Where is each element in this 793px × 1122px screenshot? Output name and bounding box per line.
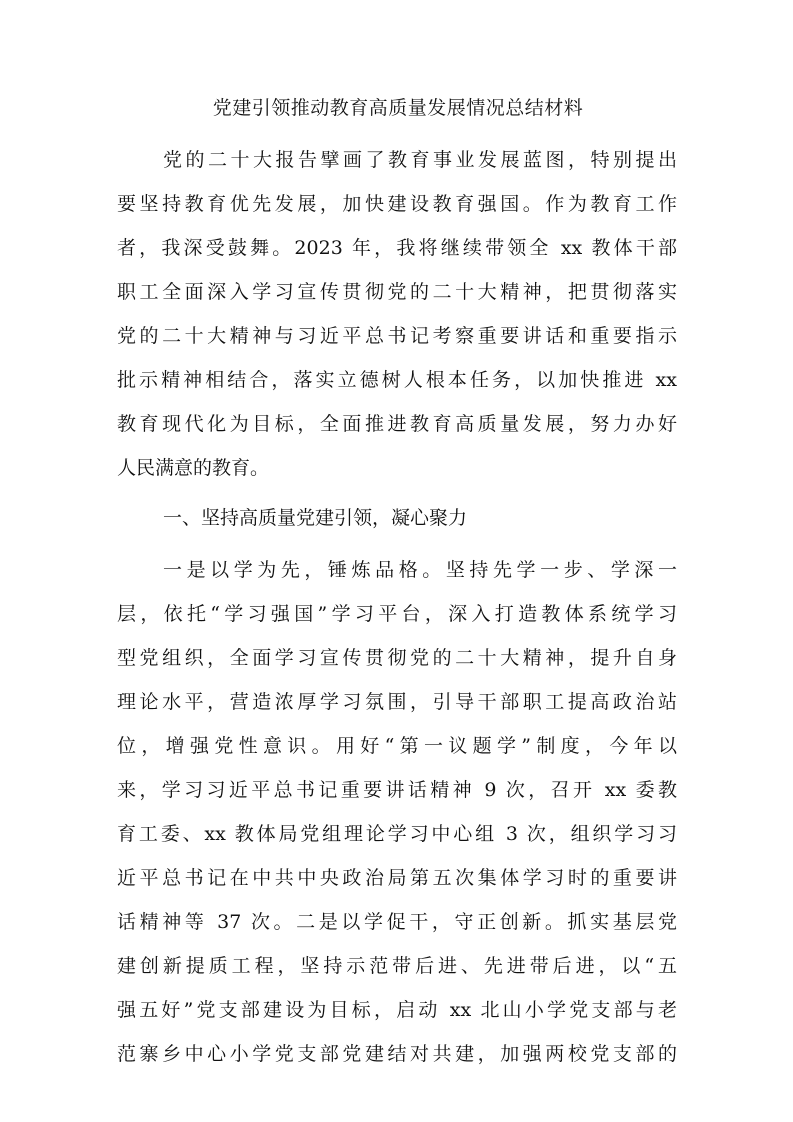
paragraph-2-line-2: 层，依托“学习强国”学习平台，深入打造教体系统学习 [117,603,677,625]
paragraph-1-line-2: 要坚持教育优先发展，加快建设教育强国。作为教育工作 [117,193,677,215]
paragraph-2-line-12: 范寨乡中心小学党支部党建结对共建，加强两校党支部的 [117,1043,677,1065]
paragraph-1-line-6: 批示精神相结合，落实立德树人根本任务，以加快推进 xx [117,369,677,391]
paragraph-1-line-5: 党的二十大精神与习近平总书记考察重要讲话和重要指示 [117,325,677,347]
paragraph-2-line-11: 强五好”党支部建设为目标，启动 xx 北山小学党支部与老 [117,999,677,1021]
paragraph-2-line-8: 近平总书记在中共中央政治局第五次集体学习时的重要讲 [117,867,677,889]
paragraph-1-line-7: 教育现代化为目标，全面推进教育高质量发展，努力办好 [117,413,677,435]
paragraph-2-line-3: 型党组织，全面学习宣传贯彻党的二十大精神，提升自身 [117,647,677,669]
paragraph-2-line-5: 位，增强党性意识。用好“第一议题学”制度，今年以 [117,735,677,757]
section-heading-1: 一、坚持高质量党建引领，凝心聚力 [163,507,468,529]
paragraph-2-line-4: 理论水平，营造浓厚学习氛围，引导干部职工提高政治站 [117,691,677,713]
paragraph-1-line-3: 者，我深受鼓舞。2023 年，我将继续带领全 xx 教体干部 [117,237,677,259]
paragraph-1-line-1: 党的二十大报告擘画了教育事业发展蓝图，特别提出 [163,149,677,171]
paragraph-2-line-7: 育工委、xx 教体局党组理论学习中心组 3 次，组织学习习 [117,823,677,845]
paragraph-2-line-6: 来，学习习近平总书记重要讲话精神 9 次，召开 xx 委教 [117,779,677,801]
document-title: 党建引领推动教育高质量发展情况总结材料 [212,97,584,119]
paragraph-2-line-1: 一是以学为先，锤炼品格。坚持先学一步、学深一 [163,559,677,581]
paragraph-1-line-4: 职工全面深入学习宣传贯彻党的二十大精神，把贯彻落实 [117,281,677,303]
paragraph-2-line-9: 话精神等 37 次。二是以学促干，守正创新。抓实基层党 [117,911,677,933]
paragraph-1-line-8: 人民满意的教育。 [117,457,270,479]
paragraph-2-line-10: 建创新提质工程，坚持示范带后进、先进带后进，以“五 [117,955,677,977]
